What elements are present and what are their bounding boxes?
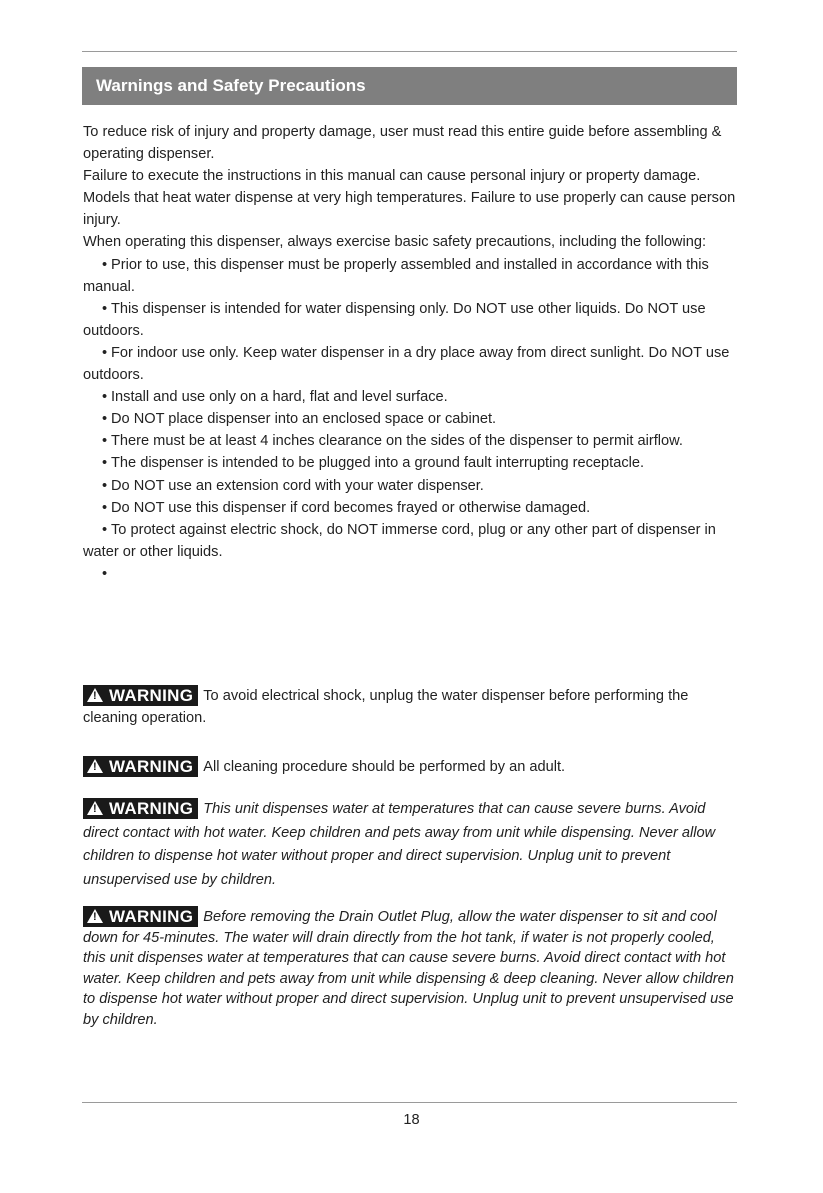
safety-item: • Do NOT place dispenser into an enclosed space or cabinet. [83,408,738,430]
section-title: Warnings and Safety Precautions [82,67,737,105]
intro-paragraph: Failure to execute the instructions in this manual can cause personal injury or property damage. [83,168,701,185]
warning-badge: !WARNING [83,756,198,777]
warning-triangle-icon [87,801,103,815]
safety-item: • Prior to use, this dispenser must be properly assembled and installed in accordance with this manual. [83,254,738,298]
warning-block [83,906,738,1031]
warning-triangle-icon [87,759,103,773]
warning-badge: !WARNING [83,798,198,819]
bottom-rule [82,1102,737,1103]
safety-item: • For indoor use only. Keep water dispenser in a dry place away from direct sunlight. Do NOT use outdoors. [83,342,738,386]
safety-item-empty [83,563,738,585]
safety-item: • There must be at least 4 inches clearance on the sides of the dispenser to permit airflow. [83,430,738,452]
warning-text: This unit dispenses water at temperatures that can cause severe burns. Avoid direct contact with hot water. Keep children and pets away from unit while dispensing. Never allow children to dispense hot water without proper and direct supervision. Unplug unit to prevent unsupervised use by children. [83,801,716,888]
warning-block [83,685,738,729]
intro-paragraph: When operating this dispenser, always exercise basic safety precautions, including the following: [83,234,707,251]
top-rule [82,51,737,52]
safety-list [83,254,738,585]
safety-item: • To protect against electric shock, do NOT immerse cord, plug or any other part of dispenser in water or other liquids. [83,519,738,563]
safety-item: • Do NOT use this dispenser if cord becomes frayed or otherwise damaged. [83,497,738,519]
warning-triangle-icon [87,909,103,923]
safety-item: • The dispenser is intended to be plugged into a ground fault interrupting receptacle. [83,452,738,474]
safety-item: • Do NOT use an extension cord with your water dispenser. [83,475,738,497]
intro-paragraph: Models that heat water dispense at very high temperatures. Failure to use properly can cause person injury. [83,190,736,229]
warning-text: Before removing the Drain Outlet Plug, allow the water dispenser to sit and cool down for 45-minutes. The water will drain directly from the hot tank, if water is not properly cooled, this unit dispenses water at temperatures that can cause severe burns. Avoid direct contact with hot water. Keep children and pets away from unit while dispensing & deep cleaning. Never allow children to dispense hot water without proper and direct supervision. Unplug unit to prevent unsupervised use by children. [83,909,734,1028]
safety-item: • This dispenser is intended for water dispensing only. Do NOT use other liquids. Do NOT use outdoors. [83,298,738,342]
warning-block [83,756,738,778]
intro-text [83,121,738,585]
warning-triangle-icon [87,688,103,702]
intro-paragraph: To reduce risk of injury and property damage, user must read this entire guide before assembling & operating dispenser. [83,124,722,163]
warning-text: All cleaning procedure should be performed by an adult. [203,759,566,775]
safety-item: • Install and use only on a hard, flat and level surface. [83,386,738,408]
warning-block [83,798,738,892]
warning-text: To avoid electrical shock, unplug the water dispenser before performing the cleaning operation. [83,688,689,727]
warning-badge: !WARNING [83,685,198,706]
page-number: 18 [403,1112,420,1128]
warning-badge: !WARNING [83,906,198,927]
